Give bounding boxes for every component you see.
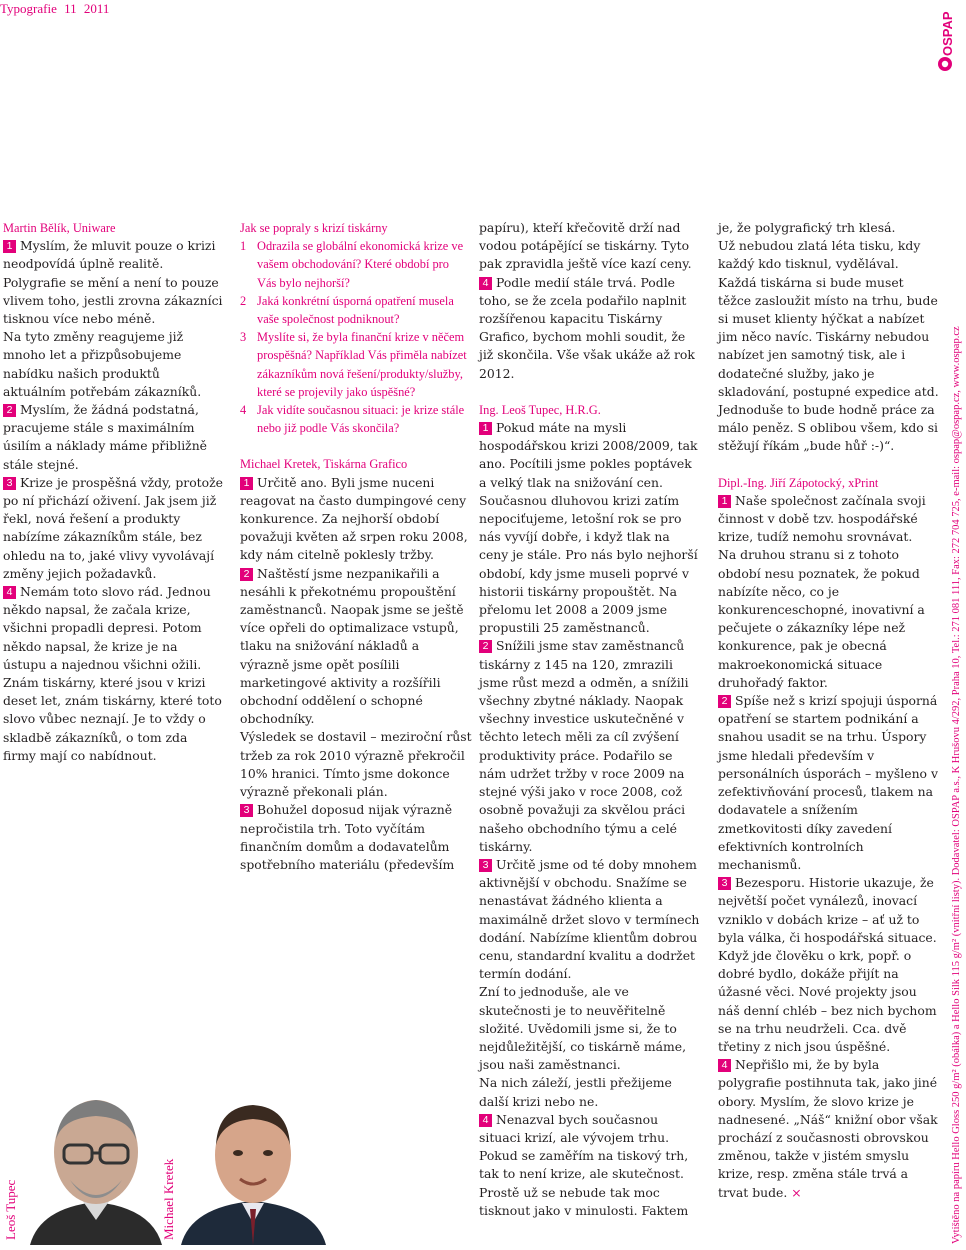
- answer-number-3: 3: [3, 477, 16, 490]
- answer-4: 4 Podle medií stále trvá. Podle toho, se že zcela podařilo naplnit rozšířenou kapacitu Tiskárny Grafico, bychom mohli soudit, že již skončila. Vše však ukáže až rok 2012.: [479, 274, 695, 381]
- section-name: Typografie: [0, 1, 57, 16]
- answer-2: 2 Naštěstí jsme nezpanikařili a nesáhli k překotnému propouštění zaměstnanců. Naopak jsme se ještě více opřeli do optimalizace vstupů, tlaku na snižování nákladů a výrazně jsme opět posílili marketingové aktivity a rozšířili obchodní oddělení o schopné obchodníky. Výsledek se dostavil – meziroční růst tržeb za rok 2010 výrazně překročil 10% hranici. Tímto jsme dokonce výrazně překonali plán.: [240, 565, 472, 800]
- answer-4: 4 Nemám toto slovo rád. Jednou někdo napsal, že začala krize, všichni propadli depresi. Potom někdo napsal, že krize je na ústupu a najednou všichni ožili. Znám tiskárny, které jsou v krizi deset let, znám tiskárny, které toto slovo vůbec neznají. Je to vždy o skladbě zákazníků, o tom zda firmy mají co nabídnout.: [3, 584, 222, 763]
- answer-2: 2 Snížili jsme stav zaměstnanců tiskárny z 145 na 120, zmrazili jsme růst mezd a odměn, a snížili všechny zbytné náklady. Naopak všechny investice uskutečněné v těchto letech měli za cíl zvýšení produktivity práce. Podařilo se nám udržet tržby v roce 2009 na stejné výši jako v roce 2008, což osobně považuji za skvělou práci našeho obchodního týmu a celé tiskárny.: [479, 638, 689, 854]
- answer-3: 3 Bezesporu. Historie ukazuje, že největší počet vynálezů, inovací vzniklo v dobách krize – ať už to byla válka, či hospodářská situace. Když jde člověku o krk, popř. o dobré bydlo, dokáže přijít na úžasné věci. Nové projekty jsou náš denní chléb – bez nich bychom se na trhu neudrželi. Cca. dvě třetiny z nich jsou úspěšné.: [718, 875, 937, 1054]
- answer-3: 3 Určitě jsme od té doby mnohem aktivnější v obchodu. Snažíme se nenastávat žádného klienta a maximálně držet slovo v termínech dodání. Nabízíme klientům dobrou cenu, standardní kvalitu a dodržet termín dodání. Zní to jednoduše, ale ve skutečnosti je to neuvěřitelně složité. Uvědomili jsme si, že to nejdůležitější, co tiskárně máme, jsou naši zaměstnanci. Na nich záleží, jestli přežijeme další krizi nebo ne.: [479, 856, 700, 1109]
- answer-1: 1 Naše společnost začínala svoji činnost v době tzv. hospodářské krize, tudíž nemohu srovnávat. Na druhou stranu si z tohoto období nesu poznatek, že pokud nabízíte něco, co je konkurenceschopné, inovativní a pečujete o zákazníky lépe než konkurence, pak je obecná makroekonomická situace druhořadý faktor.: [718, 492, 926, 690]
- photo-caption-1: Leoš Tupec: [3, 1179, 18, 1240]
- question-2: 2 Jaká konkrétní úsporná opatření musela vaše společnost podniknout?: [240, 293, 454, 327]
- portrait-photo-2: [176, 1095, 331, 1245]
- answer-number-4: 4: [3, 586, 16, 599]
- issue-year: 2011: [83, 1, 110, 16]
- photo-caption-2: Michael Kretek: [161, 1158, 176, 1240]
- question-1: 1 Odrazila se globální ekonomická krize ve vašem obchodování? Které období pro Vás bylo nejhorší?: [240, 239, 464, 290]
- answer-2: 2 Myslím, že žádná podstatná, pracujeme stále s maximálním úsilím a náklady máme přibližně stále stejné.: [3, 402, 208, 472]
- questions-intro: Jak se popraly s krizí tiskárny: [240, 221, 388, 235]
- speaker-name: Ing. Leoš Tupec, H.R.G.: [479, 402, 601, 417]
- speaker-name: Michael Kretek, Tiskárna Grafico: [240, 457, 408, 472]
- question-3: 3 Myslíte si, že byla finanční krize v něčem prospěšná? Například Vás přiměla nabízet zákazníkům nová řešení/produkty/služby, které se projevily jako úspěšné?: [240, 330, 467, 399]
- speaker-name: Martin Bělík, Uniware: [3, 221, 116, 235]
- continued-text: je, že polygrafický trh klesá. Už nebudou zlatá léta tisku, kdy každý kdo tisknul, vydělával. Každá tiskárna si bude muset těžce zasloužit místo na trhu, bude si muset klienty hýčkat a nabízet jim něco navíc. Tiskárny nebudou nabízet jen samotný tisk, ale i dodatečné služby, jako je skladování, postupné expedice atd. Jednoduše to bude hodně práce za málo peněz. S oblibou všem, kdo si stěžují říkám „bude hůř :-)“.: [718, 220, 939, 454]
- question-4: 4 Jak vidíte současnou situaci: je krize stále nebo již podle Vás skončila?: [240, 403, 465, 436]
- answer-3: 3 Krize je prospěšná vždy, protože po ní přichází oživení. Jak jsem již řekl, nová řešení a produkty nabízíme zákazníkům stále, bez ohledu na to, jaké vlivy vyvolávají změny jejich požadavků.: [3, 474, 223, 581]
- answer-4: 4 Nenazval bych současnou situaci krizí, ale vývojem trhu. Pokud se zaměřím na tiskový trh, tak to není krize, ale skutečnost. Prostě už se nebude tak moc tisknout jako v minulosti. Faktem: [479, 1111, 689, 1218]
- end-mark: ×: [791, 1184, 802, 1200]
- column-2: [240, 219, 472, 874]
- running-header: [0, 0, 122, 17]
- speaker-name: Dipl.-Ing. Jiří Zápotocký, xPrint: [718, 475, 879, 490]
- ospap-logo: [930, 0, 960, 72]
- issue-number: 11: [64, 1, 77, 16]
- imprint-side-text: Vytištěno na papíru Hello Gloss 250 g/m² (obálka) a Hello Silk 115 g/m² (vnitřní listy). Dodavatel: OSPAP a.s., K Hrušovu 4/292, Praha 10, Tel.: 271 081 111, Fax: 272 704 725, e-mail: ospap@ospap.cz, www.ospap.cz: [951, 326, 962, 1244]
- answer-1: 1 Určitě ano. Byli jsme nuceni reagovat na často dumpingové ceny konkurence. Za nejhorší období považuji květen až srpen roku 2008, kdy nám citelně poklesly tržby.: [240, 474, 468, 563]
- answer-1: 1 Myslím, že mluvit pouze o krizi neodpovídá úplně realitě. Polygrafie se mění a není to pouze vlivem toho, jestli zrovna zákazníci tisknou více nebo méně. Na tyto změny reagujeme již mnoho let a přizpůsobujeme nabídku našich produktů aktuálním potřebám zákazníků.: [3, 238, 223, 399]
- portrait-photo-1: [20, 1090, 172, 1245]
- answer-number-1: 1: [3, 240, 16, 253]
- answer-4: 4 Nepřišlo mi, že by byla polygrafie postihnuta tak, jako jiné obory. Myslím, že slovo krize je nadnesené. „Náš“ knižní obor však prochází z současnosti obrovskou změnou, takže v jistém smyslu krize, resp. změna stále trvá a trvat bude. ×: [718, 1057, 938, 1200]
- answer-2: 2 Spíše než s krizí spojuji úsporná opatření se startem podnikání a snahou usadit se na trhu. Úspory jsme hledali především v personálních úsporách – myšleno v zefektivňování procesů, tlakem na dodavatele a snížením zmetkovitosti díky zavedení efektivních kontrolních mechanismů.: [718, 693, 938, 872]
- answer-number-2: 2: [3, 404, 16, 417]
- answer-3: 3 Bohužel doposud nijak výrazně nepročistila trh. Toto vyčítám finančním domům a dodavatelům spotřebního materiálu (především: [240, 802, 455, 872]
- logo-text: OSPAP: [940, 11, 955, 56]
- column-4: [718, 219, 940, 1202]
- portrait-illustration-1: [20, 1090, 172, 1245]
- column-3: [479, 219, 701, 1220]
- continued-text: papíru), kteří křečovitě drží nad vodou potápějící se tiskárny. Tyto pak zpravidla ještě více kazí ceny.: [479, 220, 692, 272]
- answer-1: 1 Pokud máte na mysli hospodářskou krizi 2008/2009, tak ano. Pocítili jsme pokles poptávek a velký tlak na snižování cen. Současnou dluhovou krizi zatím nepociťujeme, letošní rok se pro nás vyvíjí dobře, i když tlak na ceny je stále. Pro nás bylo nejhorší období, kdy jsme museli poprvé v historii tiskárny propouštět. Na přelomu let 2008 a 2009 jsme propustili 25 zaměstnanců.: [479, 420, 698, 636]
- column-1: [3, 219, 223, 765]
- portrait-illustration-2: [176, 1095, 331, 1245]
